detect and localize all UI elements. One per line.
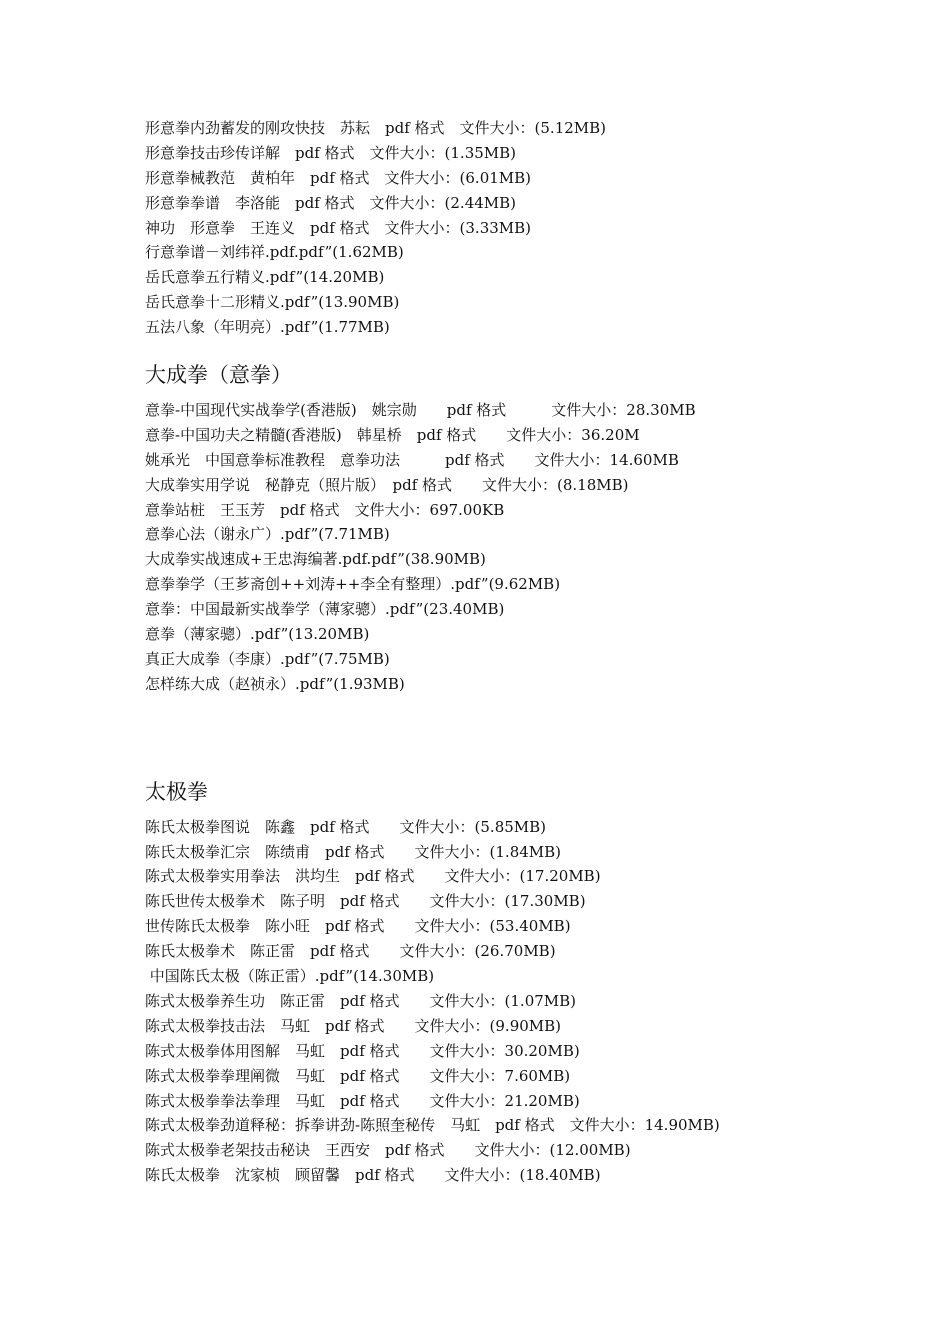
- list-item: 意拳-中国现代实战拳学(香港版) 姚宗勋 pdf 格式 文件大小：28.30MB: [145, 401, 696, 420]
- list-item: 陈式太极拳养生功 陈正雷 pdf 格式 文件大小：(1.07MB): [145, 991, 577, 1010]
- taijiquan-list: [145, 815, 925, 1188]
- xingyi-list: [145, 116, 925, 340]
- list-item: 姚承光 中国意拳标准教程 意拳功法 pdf 格式 文件大小：14.60MB: [145, 450, 679, 469]
- list-item: 大成拳实用学说 秘静克（照片版） pdf 格式 文件大小：(8.18MB): [145, 475, 629, 494]
- list-item: 陈式太极拳老架技击秘诀 王西安 pdf 格式 文件大小：(12.00MB): [145, 1141, 631, 1160]
- list-item: 形意拳械教范 黄柏年 pdf 格式 文件大小：(6.01MB): [145, 168, 532, 187]
- list-item: 陈式太极拳实用拳法 洪均生 pdf 格式 文件大小：(17.20MB): [145, 867, 601, 886]
- list-item: 怎样练大成（赵祯永）.pdf”(1.93MB): [145, 674, 405, 693]
- list-item: 陈氏太极拳 沈家桢 顾留馨 pdf 格式 文件大小：(18.40MB): [145, 1166, 601, 1185]
- dachengquan-list: [145, 398, 925, 697]
- list-item: 大成拳实战速成+王忠海编著.pdf.pdf”(38.90MB): [145, 550, 486, 569]
- list-item: 陈氏太极拳汇宗 陈绩甫 pdf 格式 文件大小：(1.84MB): [145, 842, 562, 861]
- list-item: 陈式太极拳拳法拳理 马虹 pdf 格式 文件大小：21.20MB): [145, 1091, 580, 1110]
- list-item: 意拳-中国功夫之精髓(香港版) 韩星桥 pdf 格式 文件大小：36.20M: [145, 425, 640, 444]
- list-item: 形意拳拳谱 李洛能 pdf 格式 文件大小：(2.44MB): [145, 193, 517, 212]
- list-item: 陈氏太极拳术 陈正雷 pdf 格式 文件大小：(26.70MB): [145, 942, 556, 961]
- list-item: 陈氏世传太极拳术 陈子明 pdf 格式 文件大小：(17.30MB): [145, 892, 586, 911]
- list-item: 神功 形意拳 王连义 pdf 格式 文件大小：(3.33MB): [145, 218, 532, 237]
- list-item: 意拳（薄家骢）.pdf”(13.20MB): [145, 625, 370, 644]
- list-item: 意拳拳学（王芗斋创++刘涛++李全有整理）.pdf”(9.62MB): [145, 575, 561, 594]
- list-item: 世传陈氏太极拳 陈小旺 pdf 格式 文件大小：(53.40MB): [145, 917, 571, 936]
- list-item: 形意拳内劲蓄发的刚攻快技 苏耘 pdf 格式 文件大小：(5.12MB): [145, 119, 607, 137]
- list-item: 中国陈氏太极（陈正雷）.pdf”(14.30MB): [145, 967, 435, 986]
- list-item: 岳氏意拳五行精义.pdf”(14.20MB): [145, 268, 385, 287]
- list-item: 形意拳技击珍传详解 pdf 格式 文件大小：(1.35MB): [145, 143, 517, 162]
- list-item: 陈氏太极拳图说 陈鑫 pdf 格式 文件大小：(5.85MB): [145, 817, 547, 836]
- list-item: 五法八象（年明亮）.pdf”(1.77MB): [145, 318, 390, 337]
- list-item: 陈式太极拳技击法 马虹 pdf 格式 文件大小：(9.90MB): [145, 1016, 562, 1035]
- list-item: 陈式太极拳体用图解 马虹 pdf 格式 文件大小：30.20MB): [145, 1041, 580, 1060]
- section-heading-dachengquan: 大成拳（意拳）: [145, 363, 292, 388]
- list-item: 陈式太极拳劲道释秘：拆拳讲劲-陈照奎秘传 马虹 pdf 格式 文件大小：14.90MB): [145, 1116, 720, 1135]
- list-item: 真正大成拳（李康）.pdf”(7.75MB): [145, 649, 390, 668]
- list-item: 意拳：中国最新实战拳学（薄家骢）.pdf”(23.40MB): [145, 600, 505, 619]
- list-item: 行意拳谱－刘纬祥.pdf.pdf”(1.62MB): [145, 243, 404, 262]
- list-item: 陈式太极拳拳理阐微 马虹 pdf 格式 文件大小：7.60MB): [145, 1066, 571, 1085]
- list-item: 意拳心法（谢永广）.pdf”(7.71MB): [145, 525, 390, 544]
- list-item: 意拳站桩 王玉芳 pdf 格式 文件大小：697.00KB: [145, 500, 505, 519]
- list-item: 岳氏意拳十二形精义.pdf”(13.90MB): [145, 293, 400, 312]
- section-heading-taijiquan: 太极拳: [145, 779, 208, 804]
- document-page: [145, 116, 925, 1188]
